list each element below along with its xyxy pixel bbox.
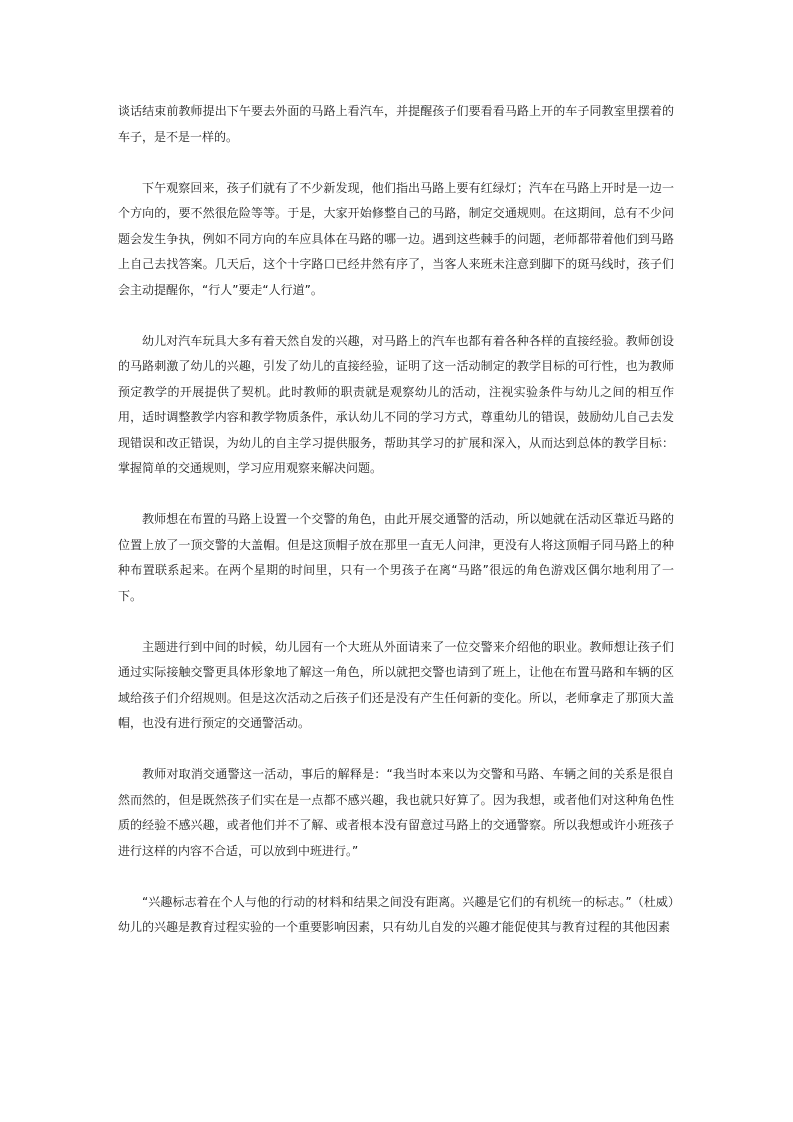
paragraph-2: 下午观察回来，孩子们就有了不少新发现，他们指出马路上要有红绿灯；汽车在马路上开时是一边一个方向的，要不然很危险等等。于是，大家开始修整自己的马路，制定交通规则。在这期间，总有不少问题会发生争执，例如不同方向的车应具体在马路的哪一边。遇到这些棘手的问题，老师都带着他们到马路上自己去找答案。几天后，这个十字路口已经井然有序了，当客人来班未注意到脚下的斑马线时，孩子们会主动提醒你，“行人”要走“人行道”。: [118, 180, 674, 297]
document-body: [118, 99, 674, 941]
paragraph-3: 幼儿对汽车玩具大多有着天然自发的兴趣，对马路上的汽车也都有着各种各样的直接经验。教师创设的马路刺激了幼儿的兴趣，引发了幼儿的直接经验，证明了这一活动制定的教学目标的可行性，也为教师预定教学的开展提供了契机。此时教师的职责就是观察幼儿的活动，注视实验条件与幼儿之间的相互作用，适时调整教学内容和教学物质条件，承认幼儿不同的学习方式，尊重幼儿的错误，鼓励幼儿自己去发现错误和改正错误，为幼儿的自主学习提供服务，帮助其学习的扩展和深入，从而达到总体的教学目标：掌握简单的交通规则，学习应用观察来解决问题。: [118, 333, 674, 475]
paragraph-4: 教师想在布置的马路上设置一个交警的角色，由此开展交通警的活动，所以她就在活动区靠近马路的位置上放了一顶交警的大盖帽。但是这顶帽子放在那里一直无人问津，更没有人将这顶帽子同马路上的种种布置联系起来。在两个星期的时间里，只有一个男孩子在离“马路”很远的角色游戏区偶尔地利用了一下。: [118, 512, 674, 603]
paragraph-6: 教师对取消交通警这一活动，事后的解释是：“我当时本来以为交警和马路、车辆之间的关系是很自然而然的，但是既然孩子们实在是一点都不感兴趣，我也就只好算了。因为我想，或者他们对这种角色性质的经验不感兴趣，或者他们并不了解、或者根本没有留意过马路上的交通警察。所以我想或许小班孩子进行这样的内容不合适，可以放到中班进行。”: [118, 767, 674, 858]
paragraph-7: “兴趣标志着在个人与他的行动的材料和结果之间没有距离。兴趣是它们的有机统一的标志。”（杜威）幼儿的兴趣是教育过程实验的一个重要影响因素，只有幼儿自发的兴趣才能促使其与教育过程的其他因素: [118, 894, 674, 934]
paragraph-1: 谈话结束前教师提出下午要去外面的马路上看汽车，并提醒孩子们要看看马路上开的车子同教室里摆着的车子，是不是一样的。: [118, 104, 674, 144]
paragraph-5: 主题进行到中间的时候，幼儿园有一个大班从外面请来了一位交警来介绍他的职业。教师想让孩子们通过实际接触交警更具体形象地了解这一角色，所以就把交警也请到了班上，让他在布置马路和车辆的区域给孩子们介绍规则。但是这次活动之后孩子们还是没有产生任何新的变化。所以，老师拿走了那顶大盖帽，也没有进行预定的交通警活动。: [118, 639, 674, 730]
